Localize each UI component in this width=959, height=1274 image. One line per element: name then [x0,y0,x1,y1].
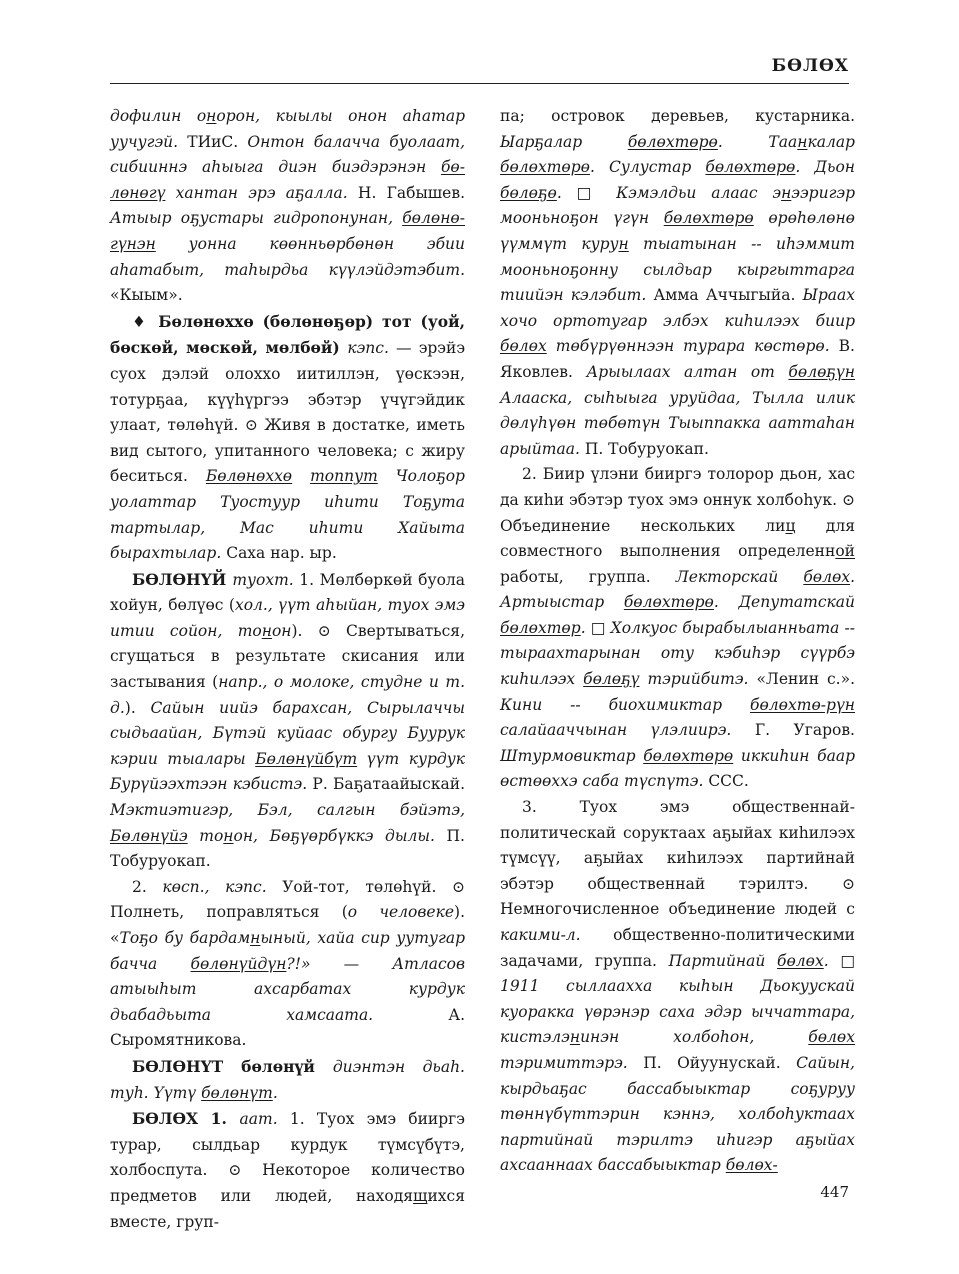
text-run: Уой-тот, төлөһүй. ⊙ Полнеть, поправляться ( [110,877,465,922]
text-run: Ыраах хочо ортотугар элбэх киһилээх биир [500,286,855,330]
text-run: Бөлөнөххө [205,467,293,486]
text-run: бөлөнө-гүнэн [110,209,465,253]
text-run: Бөлөнүйбүт [255,749,358,768]
text-run: бөлөх [808,1028,855,1047]
text-run: н [250,929,261,947]
text-run: н [223,826,234,845]
text-run: Ыарҕалар [500,132,628,151]
text-run: 3. Туох эмэ общественнай-политическай соруктаах аҕыйах киһилээх түмсүү, аҕыйах киһилээх партийнай эбэтэр общественнай тэрилтэ. ⊙ Немногочисленное объединение людей с [500,798,855,919]
text-run: ССС. [708,772,749,791]
text-run: Атыыр оҕустары гидропонунан, [110,209,403,228]
text-run: па; островок деревьев, кустарника. [500,107,855,125]
text-run: Алааска, сыһыыга уруйдаа, Тылла илик дөлүһүөн төбөтүн Тыыппакка ааттаһан арыйтаа. [500,388,855,458]
right-column [500,104,855,1235]
text-run: . □ Кэмэлдьи алаас э [556,183,782,202]
text-run: бөлөнүт [201,1083,273,1102]
text-run: Г. Угаров. [754,721,855,740]
running-head: БӨЛӨХ [771,56,849,76]
text-run: н [781,183,792,202]
text-run: туохт. [232,570,294,589]
text-run: хантан эрэ аҕалла. [165,183,358,202]
text-run: 1. Мөлбөркөй буола хойун, бөлүөс ( [110,570,465,615]
text-run: ТИиС. [187,132,248,151]
text-run: диэнтэн дьаһ. туһ. Үүтү [110,1057,465,1102]
text-run: Лекторскай [675,567,804,586]
text-run: ?!» — Атласов атыыһыт ахсарбатах курдук дьабадьыта хамсаата. [110,954,465,1024]
text-run: . □ 1911 сыллаахха кыһын Дьокуускай куоракка үөрэнэр саха эдэр ыччаттара, кистэлэ [500,951,855,1047]
text-run: . Артыыстар [500,567,856,612]
text-run: . Таа [717,132,798,151]
entry-boloh-1-sense-3 [500,795,855,1179]
text-run: бө-лөнөгү [110,158,465,202]
text-run: . Депутатскай [713,593,856,612]
text-run: бөлөхтөрө [705,158,796,177]
text-run: о человеке [347,903,455,922]
text-run: бөлөҕү [583,670,640,689]
text-run: бөлөх [777,951,824,970]
text-run: бөлөнүйдүн [190,954,287,973]
text-run: ой [835,542,855,561]
text-run: Н. Габышев. [357,183,466,202]
text-run: бөлөхтөрө [643,746,734,765]
text-run: то [187,826,224,845]
text-run: ц [785,516,796,535]
text-run: БӨЛӨНҮТ [132,1056,242,1076]
text-run: тэримиттэрэ. [500,1053,644,1072]
text-run: иккиһин баар өстөөххэ саба түспүтэ. [500,746,855,791]
text-run: . □ Холкуос бырабылыанньата -- тыраахтарынан оту кэбиһэр сүүрбэ киһилээх [500,618,855,689]
text-run: көсп., кэпс. [162,877,267,896]
idiom-block [110,309,465,567]
text-run: П. Ойуунускай. [643,1053,797,1072]
text-run: Бөлөнүйэ [110,826,188,845]
text-run: н [206,107,217,125]
text-run: тэрийбитэ. [639,670,757,689]
entry-boloh-1-continued [500,104,855,462]
text-run: уонна көөнньөрбөнөн эбии аһатабыт, таһырдьа күүлэйдэтэбит. [110,234,465,279]
text-run: Сайын иийэ барахсан, Сырылаччы сыдьаайан, Бүтэй куйаас обургу Буурук кэрии тыалары [110,698,466,768]
text-run: Р. Баҕатаайыскай. [312,775,465,794]
text-run: Арыылаах алтан от [586,362,789,381]
entry-continuation [110,104,465,309]
text-run: үүт курдук Бурүйээхтээн кэбистэ. [110,749,465,794]
text-run: калар [807,132,855,151]
text-run: бөлөнүй [241,1056,333,1076]
text-run: ыный, хайа сир уутугар бачча [110,929,465,973]
text-run: бөлөхтөр [500,618,581,637]
text-run: «Ленин с.». [756,670,855,689]
text-run: щ [413,1186,428,1205]
text-run: бөлөх- [725,1156,778,1175]
text-run: напр., о молоке, студне и т. д. [110,673,466,717]
text-run: хол., үүт аһыйан, туох эмэ итии сойон, то [110,596,465,640]
text-run: бөлөхтөрө [627,132,718,151]
text-run: н [261,621,272,640]
text-run: бөлөхтөрө [663,209,754,228]
text-run: орон, кыылы онон аhатар уучугэй. [110,107,465,151]
text-run: инэн холбоһон, [580,1028,809,1047]
text-run: н [618,234,629,253]
text-run: работы, группа. [500,567,676,586]
text-run: какими-л. [500,926,581,944]
left-column [110,104,465,1235]
text-run: бөлөхтөрө [623,593,714,612]
text-run: «Кыым». [110,286,183,305]
text-run: . Дьон [795,158,855,177]
text-run: бөлөхтө-рүн [750,695,855,714]
entry-bolonui [110,567,465,875]
text-run: топпут [310,467,378,486]
text-run: Тоҕо бу бардам [119,929,251,947]
text-run: . [272,1083,278,1102]
text-run: Штурмовиктар [500,746,644,765]
text-run: бөлөх [803,567,851,586]
text-run: ээригэр мооньноҕон үгүн [500,183,855,228]
text-run: БӨЛӨНҮЙ [132,569,233,589]
text-run: н [569,1028,581,1047]
entry-bolonui-sense-2 [110,875,465,1054]
text-run: П. Тобуруокап. [110,826,465,871]
text-run: о [196,107,207,125]
text-run: дофилин [110,107,197,125]
text-run: Амма Аччыгыйа. [653,286,803,305]
text-run: ). « [110,903,465,947]
text-run: А. Сыромятникова. [110,1005,465,1050]
text-run: БӨЛӨХ 1. [132,1109,240,1129]
header-rule [110,83,849,84]
two-column-body [110,104,855,1235]
text-run: төбүрүөннээн турара көстөрө. [546,337,839,356]
text-run: бөлөҕө [500,183,557,202]
text-run: П. Тобуруокап. [584,439,709,458]
text-run: өрөһөлөнө үүммүт куру [500,209,855,253]
text-run: Онтон балачча буолаат, сибииннэ аһыыга диэн биэдэрэнэн [110,132,466,177]
text-run: кэпс. [347,339,389,358]
text-run: 2. Биир үлэни бииргэ толорор дьон, хас да киһи эбэтэр туох эмэ оннук холбоһук. ⊙ Объединение нескольких ли [500,465,855,535]
entry-boloh-1 [110,1106,465,1235]
text-run: — эрэйэ суох дэлэй олоххо иитиллэн, үөскээн, тотурҕаа, күүһүргээ эбэтэр үчүгэйдик улаат, төлөһүй. ⊙ Живя в достатке, иметь вид сытого, упитанного человека; с жиру беситься. [110,339,465,486]
text-run: тыатынан -- иһэммит мооньноҕонну сылдьар кыргыттарга тиийэн кэлэбит. [500,234,855,305]
text-run: Сайын, кырдьаҕас бассабыыктар соҕуруу төннүбүттэрин кэннэ, холбоһуктаах партийнай тэрилтэ иһигэр аҕыйах ахсааннаах бассабыыктар [500,1053,855,1175]
text-run: он, Бөҕүөрбүккэ дылы. [233,826,447,845]
entry-boloh-1-sense-2 [500,462,855,795]
text-run: ). ⊙ Свертываться, сгущаться в результате скисания или застывания ( [110,621,466,692]
text-run: бөлөх [500,337,547,356]
text-run: ♦ Бөлөнөххө (бөлөнөҕөр) тот (уой, бөскөй, мөскөй, мөлбөй) [110,311,465,358]
text-run: Чолоҕор уолаттар Туостуур иһити Тоҕута тартылар, Мас иһити Хайыта бырахтылар. [110,467,465,563]
text-run: н [797,132,808,151]
text-run: 2. [132,877,163,896]
text-run: для совместного выполнения определенн [500,516,855,561]
text-run: аат. [239,1110,278,1129]
text-run [292,467,310,485]
text-run: общественно-политическими задачами, группа. [500,926,855,970]
entry-bolonut [110,1054,465,1106]
text-run: бөлөҕүн [788,362,855,381]
text-run: Кини -- биохимиктар [500,695,751,714]
text-run: бөлөхтөрө [500,158,591,177]
text-run: ). [124,698,151,717]
text-run: . Сулустар [590,158,706,177]
text-run: он [271,621,292,640]
text-run: Саха нар. ыр. [226,544,337,563]
text-run: Мэктиэтигэр, Бэл, салгын бэйэтэ, [110,801,465,820]
text-run: 1. Туох эмэ бииргэ турар, сылдьар курдук түмсүбүтэ, холбоспута. ⊙ Некоторое количество предметов или людей, находя [110,1110,465,1205]
text-run: салайааччынан үлэлиирэ. [500,721,755,740]
text-run: ихся вместе, груп- [110,1186,465,1231]
text-run: Партийнай [668,951,778,970]
page-number: 447 [820,1183,849,1201]
text-run: В. Яковлев. [500,337,855,381]
